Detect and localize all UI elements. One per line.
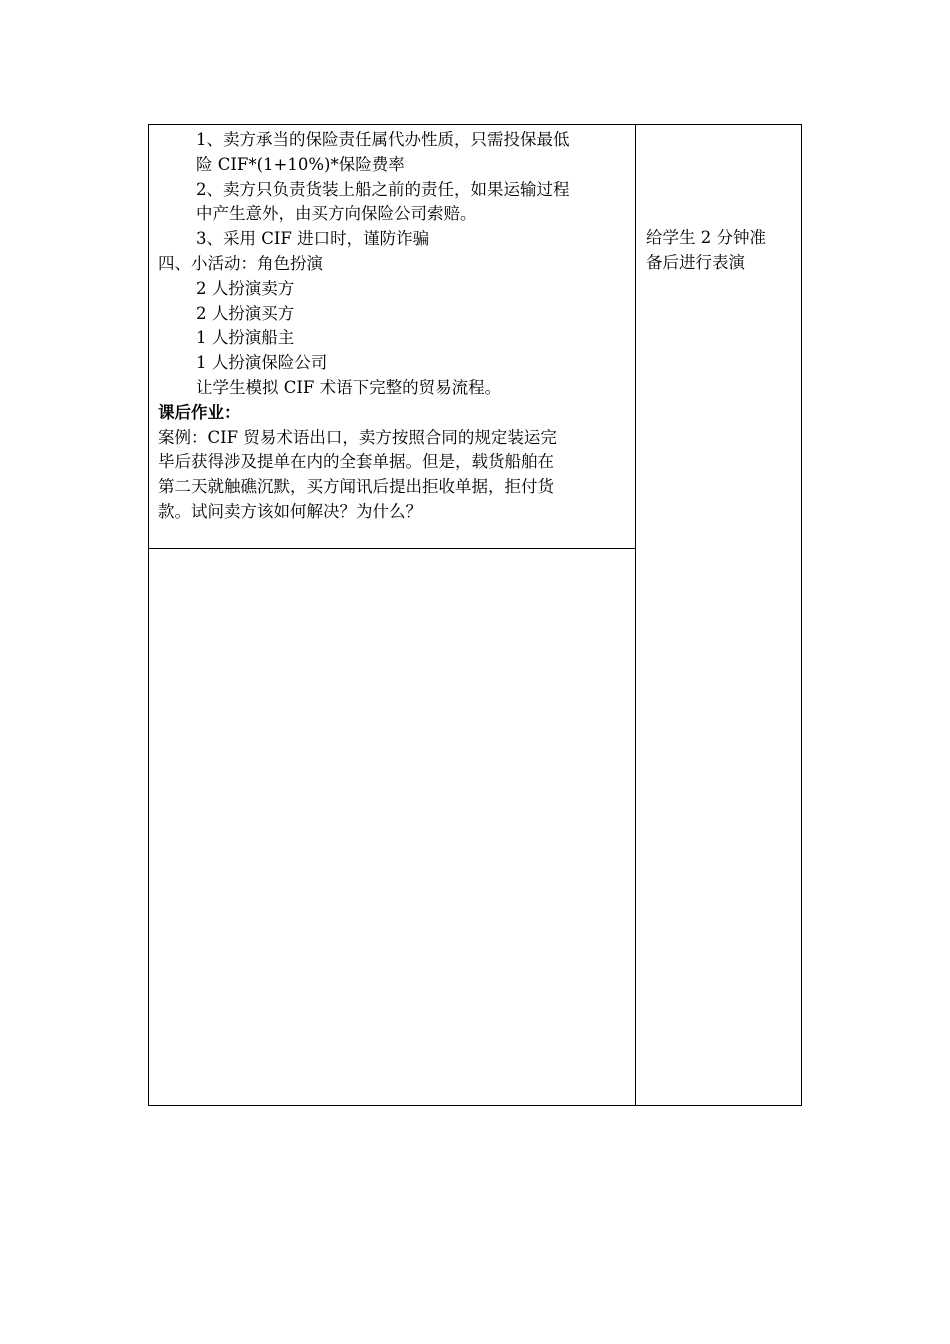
insurance-item-3: 3、采用 CIF 进口时，谨防诈骗 [196, 229, 430, 249]
role-item: 2 人扮演买方 [196, 303, 295, 323]
case-line: 案例：CIF 贸易术语出口，卖方按照合同的规定装运完 [158, 427, 557, 447]
column-divider [635, 125, 636, 1105]
section-4-heading: 四、小活动：角色扮演 [158, 253, 323, 273]
simulation-instruction: 让学生模拟 CIF 术语下完整的贸易流程。 [196, 377, 502, 397]
row-divider [149, 548, 636, 549]
lesson-table [148, 124, 802, 1106]
case-line: 毕后获得涉及提单在内的全套单据。但是，载货船舶在 [158, 452, 554, 472]
insurance-item-2-line-1: 2、卖方只负责货装上船之前的责任，如果运输过程 [196, 179, 570, 199]
insurance-item-2-line-2: 中产生意外，由买方向保险公司索赔。 [196, 204, 477, 224]
teacher-note-line: 备后进行表演 [646, 252, 745, 272]
role-item: 1 人扮演保险公司 [196, 353, 328, 373]
insurance-item-1-line-2: 险 CIF*(1+10%)*保险费率 [196, 154, 405, 174]
teacher-note-cell [646, 226, 796, 276]
homework-heading: 课后作业： [158, 402, 241, 422]
case-line: 款。试问卖方该如何解决？为什么？ [158, 501, 422, 521]
role-item: 1 人扮演船主 [196, 328, 295, 348]
insurance-item-1-line-1: 1、卖方承当的保险责任属代办性质，只需投保最低 [196, 130, 570, 149]
role-item: 2 人扮演卖方 [196, 278, 295, 298]
case-line: 第二天就触礁沉默，买方闻讯后提出拒收单据，拒付货 [158, 477, 554, 497]
content-cell [158, 128, 630, 525]
teacher-note-line: 给学生 2 分钟准 [646, 228, 766, 247]
